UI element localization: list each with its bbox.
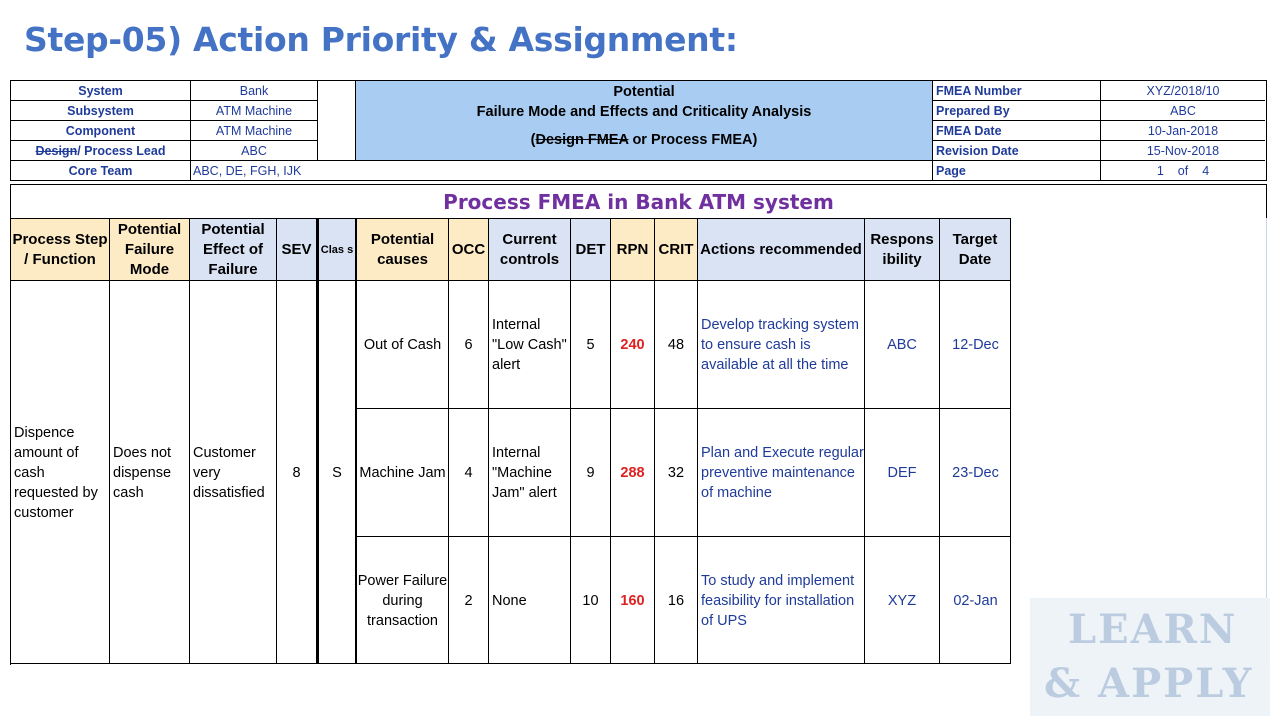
table-row-2-crit: 32 [655,409,698,537]
col-header-actions: Actions recommended [698,218,865,281]
header-label-strike: Design [35,143,78,158]
cell-sev: 8 [277,281,317,664]
col-header-causes: Potential causes [357,218,449,281]
table-row-1-det: 5 [571,281,611,409]
page-total: 4 [1202,163,1210,178]
table-row-2-target: 23-Dec [940,409,1011,537]
watermark-line2: & APPLY [1044,660,1254,707]
header-value-fmea-date: 10-Jan-2018 [1101,121,1265,141]
table-title: Process FMEA in Bank ATM system [10,184,1267,218]
header-label-process-lead-text: / Process Lead [77,143,166,158]
col-header-rpn: RPN [611,218,655,281]
table-row-2-controls: Internal "Machine Jam" alert [489,409,571,537]
header-label-page: Page [933,161,1101,180]
banner-line3-open: ( [530,132,536,148]
table-row-1-controls: Internal "Low Cash" alert [489,281,571,409]
cell-class: S [317,281,357,664]
table-row-2-resp: DEF [865,409,940,537]
header-label-revision-date: Revision Date [933,141,1101,161]
banner-line3 [356,130,932,150]
fmea-banner [356,81,933,161]
header-value-page [1101,161,1265,180]
table-row-3-action: To study and implement feasibility for installation of UPS [698,537,865,664]
table-row-1-target: 12-Dec [940,281,1011,409]
header-label-fmea-date: FMEA Date [933,121,1101,141]
page-number: 1 [1156,163,1164,178]
header-label-system: System [11,81,191,101]
header-label-subsystem: Subsystem [11,101,191,121]
table-row-3-occ: 2 [449,537,489,664]
table-row-3-cause: Power Failure during transaction [357,537,449,664]
table-row-2-det: 9 [571,409,611,537]
table-row-2-cause: Machine Jam [357,409,449,537]
fmea-header [10,80,1267,181]
watermark-line1: LEARN [1068,606,1238,653]
banner-line2: Failure Mode and Effects and Criticality Analysis [476,104,812,120]
col-header-det: DET [571,218,611,281]
cell-failure-effect: Customer very dissatisfied [190,281,277,664]
table-row-2-action: Plan and Execute regular preventive maintenance of machine [698,409,865,537]
table-row-2-rpn: 288 [611,409,655,537]
table-row-3-resp: XYZ [865,537,940,664]
col-header-step: Process Step / Function [11,218,110,281]
header-label-fmea-number: FMEA Number [933,81,1101,101]
header-value-subsystem: ATM Machine [191,101,318,121]
header-value-system: Bank [191,81,318,101]
table-row-3-target: 02-Jan [953,592,998,609]
col-header-controls: Current controls [489,218,571,281]
page-title: Step-05) Action Priority & Assignment: [24,20,738,59]
table-row-3-rpn: 160 [611,537,655,664]
banner-line3-strike: Design FMEA [535,132,629,148]
banner-line3-rest: or Process FMEA) [628,132,758,148]
header-label-component: Component [11,121,191,141]
col-header-occ: OCC [449,218,489,281]
header-value-fmea-number: XYZ/2018/10 [1101,81,1265,101]
col-header-mode: Potential Failure Mode [110,218,190,281]
table-row-3-controls: None [489,537,571,664]
table-row-1-crit: 48 [655,281,698,409]
table-row-2-occ: 4 [449,409,489,537]
table-row-1-occ: 6 [449,281,489,409]
table-row-1-cause: Out of Cash [357,281,449,409]
header-spacer [318,81,356,161]
table-row-1-resp: ABC [865,281,940,409]
table-row-3-det: 10 [571,537,611,664]
learn-apply-watermark [1030,598,1270,716]
col-header-class: Clas s [317,218,357,281]
header-value-revision-date: 15-Nov-2018 [1101,141,1265,161]
header-value-component: ATM Machine [191,121,318,141]
col-header-sev: SEV [277,218,317,281]
header-value-core-team: ABC, DE, FGH, IJK [191,161,933,180]
header-label-core-team: Core Team [11,161,191,180]
table-row-1-action: Develop tracking system to ensure cash is available at all the time [698,281,865,409]
banner-line1: Potential [613,84,675,100]
col-header-crit: CRIT [655,218,698,281]
table-row-1-rpn: 240 [611,281,655,409]
table-row-3-crit: 16 [655,537,698,664]
page-of: of [1177,163,1189,178]
col-header-effect: Potential Effect of Failure [190,218,277,281]
header-label-prepared-by: Prepared By [933,101,1101,121]
col-header-resp: Respons ibility [865,218,940,281]
header-value-prepared-by: ABC [1101,101,1265,121]
col-header-target: Target Date [940,218,1011,281]
cell-failure-mode: Does not dispense cash [110,281,190,664]
header-value-process-lead: ABC [191,141,318,161]
header-label-process-lead [11,141,191,161]
cell-process-step: Dispence amount of cash requested by customer [11,281,110,664]
